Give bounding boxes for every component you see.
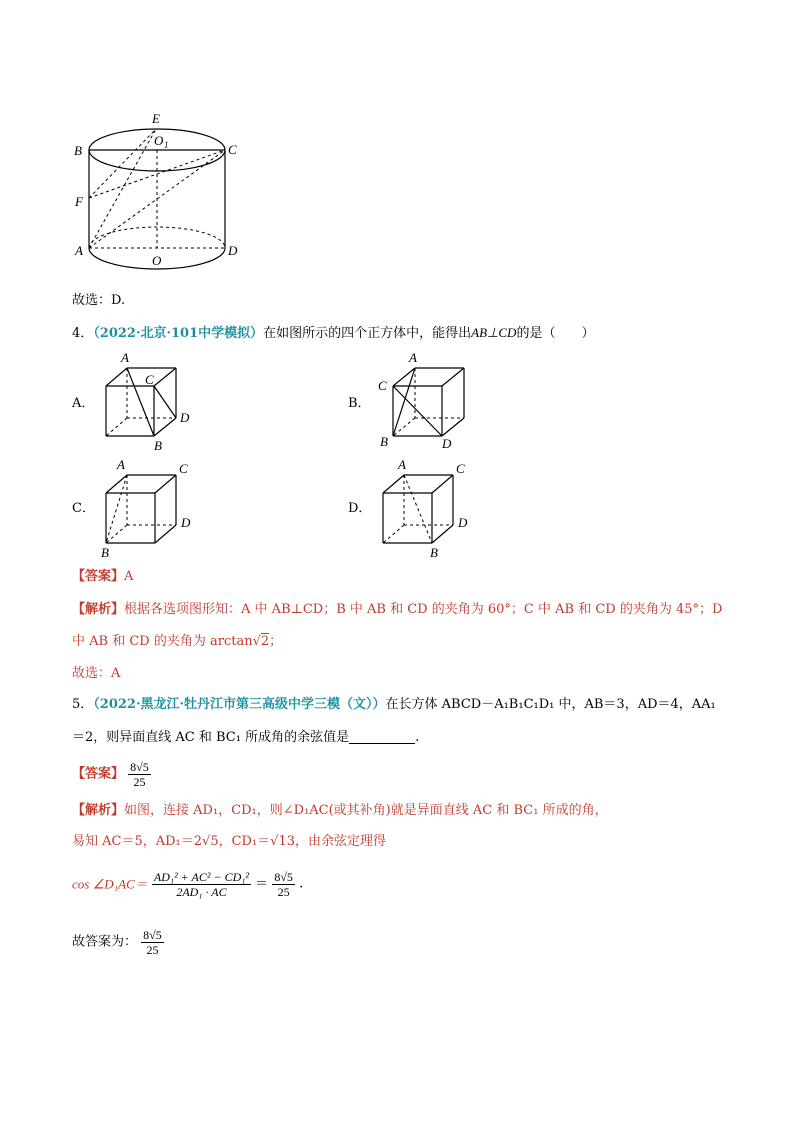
cube-a-label-B: B (154, 438, 162, 453)
q4-conclusion (72, 665, 120, 683)
q5-formula-result (272, 870, 295, 899)
option-c-letter: C． (72, 501, 95, 516)
cube-a-figure (95, 348, 205, 456)
q4-stem-end: 的是（ ） (516, 326, 595, 341)
q4-analysis-2: 中 AB 和 CD 的夹角为 arctan (72, 634, 253, 649)
cube-b-segment-AB (393, 368, 415, 436)
cube-b-segment-CD (393, 386, 442, 436)
q5-answer-tag: 【答案】 (72, 766, 125, 782)
q4-analysis-1a: 根据各选项图形知： (124, 602, 242, 617)
cube-a-label-C: C (145, 372, 154, 387)
cube-a-label-D: D (180, 410, 190, 425)
cube-d-label-D: D (458, 515, 468, 530)
q5-formula (72, 870, 303, 899)
q5-formula-rnum: 8√5 (274, 870, 293, 884)
label-C: C (228, 142, 237, 157)
cube-d-segment-AB (404, 475, 432, 543)
q5-answer (72, 760, 151, 789)
cube-c-label-C: C (179, 461, 188, 476)
cube-c-figure (95, 455, 205, 563)
q5-analysis-2: 易知 AC＝5，AD₁＝2√5，CD₁＝√13，由余弦定理得 (72, 834, 386, 849)
q4-answer-tag: 【答案】 (72, 569, 125, 584)
q4-conclusion-text: 故选：A (72, 666, 121, 681)
q5-formula-num: AD₁² + AC² − CD₁² (153, 870, 250, 884)
q4-analysis-1b: A 中 AB⊥CD；B 中 AB 和 CD 的夹角为 60°；C 中 AB 和 CD 的夹角为 45°；D (241, 602, 723, 617)
q5-analysis-line2 (72, 833, 386, 851)
label-A: A (75, 243, 83, 258)
cube-d-label-C: C (456, 461, 465, 476)
cube-b-label-A: A (409, 350, 417, 365)
q5-number: 5． (72, 697, 94, 712)
sqrt-symbol: √ (252, 634, 261, 649)
cube-a-segment-CD (154, 386, 176, 418)
q4-analysis-line2 (72, 633, 282, 651)
cube-c-label-B: B (101, 545, 109, 560)
cube-d-label-B: B (430, 545, 438, 560)
q5-final-fraction (141, 928, 164, 957)
cube-b-label-C: C (378, 378, 387, 393)
q5-final-text: 故答案为： (72, 934, 138, 950)
q5-final (72, 928, 164, 957)
cube-a-label-A: A (121, 350, 129, 365)
cube-b-label-D: D (442, 436, 452, 451)
q5-analysis-1: 如图，连接 AD₁，CD₁，则∠D₁AC(或其补角)就是异面直线 AC 和 BC₁ 所成的角， (124, 803, 608, 818)
q4-analysis-line1 (72, 601, 722, 619)
option-b-letter: B． (348, 396, 371, 411)
label-D: D (228, 243, 238, 258)
q5-answer-num: 8√5 (130, 760, 149, 774)
q3-conclusion-text: 故选：D. (72, 293, 126, 308)
cube-c-label-D: D (181, 515, 191, 530)
label-O1-sub: 1 (164, 140, 169, 150)
q4-analysis-root: 2 (260, 634, 270, 649)
q5-analysis-tag: 【解析】 (72, 803, 125, 818)
cylinder-figure (70, 105, 250, 275)
cube-c-label-A: A (117, 457, 125, 472)
cube-b-label-B: B (380, 434, 388, 449)
q5-formula-lhs: cos ∠D₁AC＝ (72, 876, 148, 892)
q5-analysis-line1 (72, 802, 608, 820)
q5-formula-den: 2AD₁ · AC (176, 885, 227, 899)
q4-source: （2022·北京·101中学模拟） (93, 326, 264, 341)
cube-d-figure (372, 455, 482, 563)
q5-formula-eq: ＝ (255, 876, 269, 892)
label-F: F (75, 194, 83, 209)
label-O: O (152, 253, 162, 268)
label-B: B (74, 143, 82, 158)
q4-stem-math: AB⊥CD (471, 325, 517, 340)
segment-AE (89, 129, 156, 248)
q4-answer-value: A (124, 569, 134, 584)
q5-formula-fraction (152, 870, 251, 899)
cube-d-label-A: A (398, 457, 406, 472)
cube-c-segment-AB (106, 475, 127, 543)
q5-formula-end: . (299, 876, 304, 892)
option-a-letter: A． (72, 396, 95, 411)
q5-stem-line2 (72, 729, 419, 747)
q5-answer-den: 25 (133, 775, 146, 789)
q4-number: 4． (72, 326, 94, 341)
q4-stem (72, 324, 594, 343)
q4-stem-text: 在如图所示的四个正方体中，能得出 (263, 326, 472, 341)
q5-answer-blank (349, 730, 415, 744)
q5-final-den: 25 (146, 943, 159, 957)
label-E: E (152, 111, 160, 126)
q5-source: （2022·黑龙江·牡丹江市第三高级中学三模（文）） (93, 697, 386, 712)
q5-formula-rden: 25 (277, 885, 290, 899)
cube-b-figure (372, 348, 482, 456)
label-O1: O (154, 133, 164, 148)
option-d-letter: D． (348, 501, 372, 516)
q3-conclusion (72, 292, 125, 310)
q4-analysis-tag: 【解析】 (72, 602, 125, 617)
q5-stem-1: 在长方体 ABCD－A₁B₁C₁D₁ 中，AB＝3，AD＝4，AA₁ (385, 697, 716, 712)
q4-analysis-end: ； (269, 634, 283, 649)
q5-stem-line1 (72, 696, 716, 714)
q5-final-num: 8√5 (143, 928, 162, 942)
q4-answer (72, 568, 133, 586)
q5-stem-2: ＝2，则异面直线 AC 和 BC₁ 所成角的余弦值是 (72, 730, 350, 745)
q5-stem-2-end: . (415, 730, 420, 745)
q5-answer-fraction (128, 760, 151, 789)
